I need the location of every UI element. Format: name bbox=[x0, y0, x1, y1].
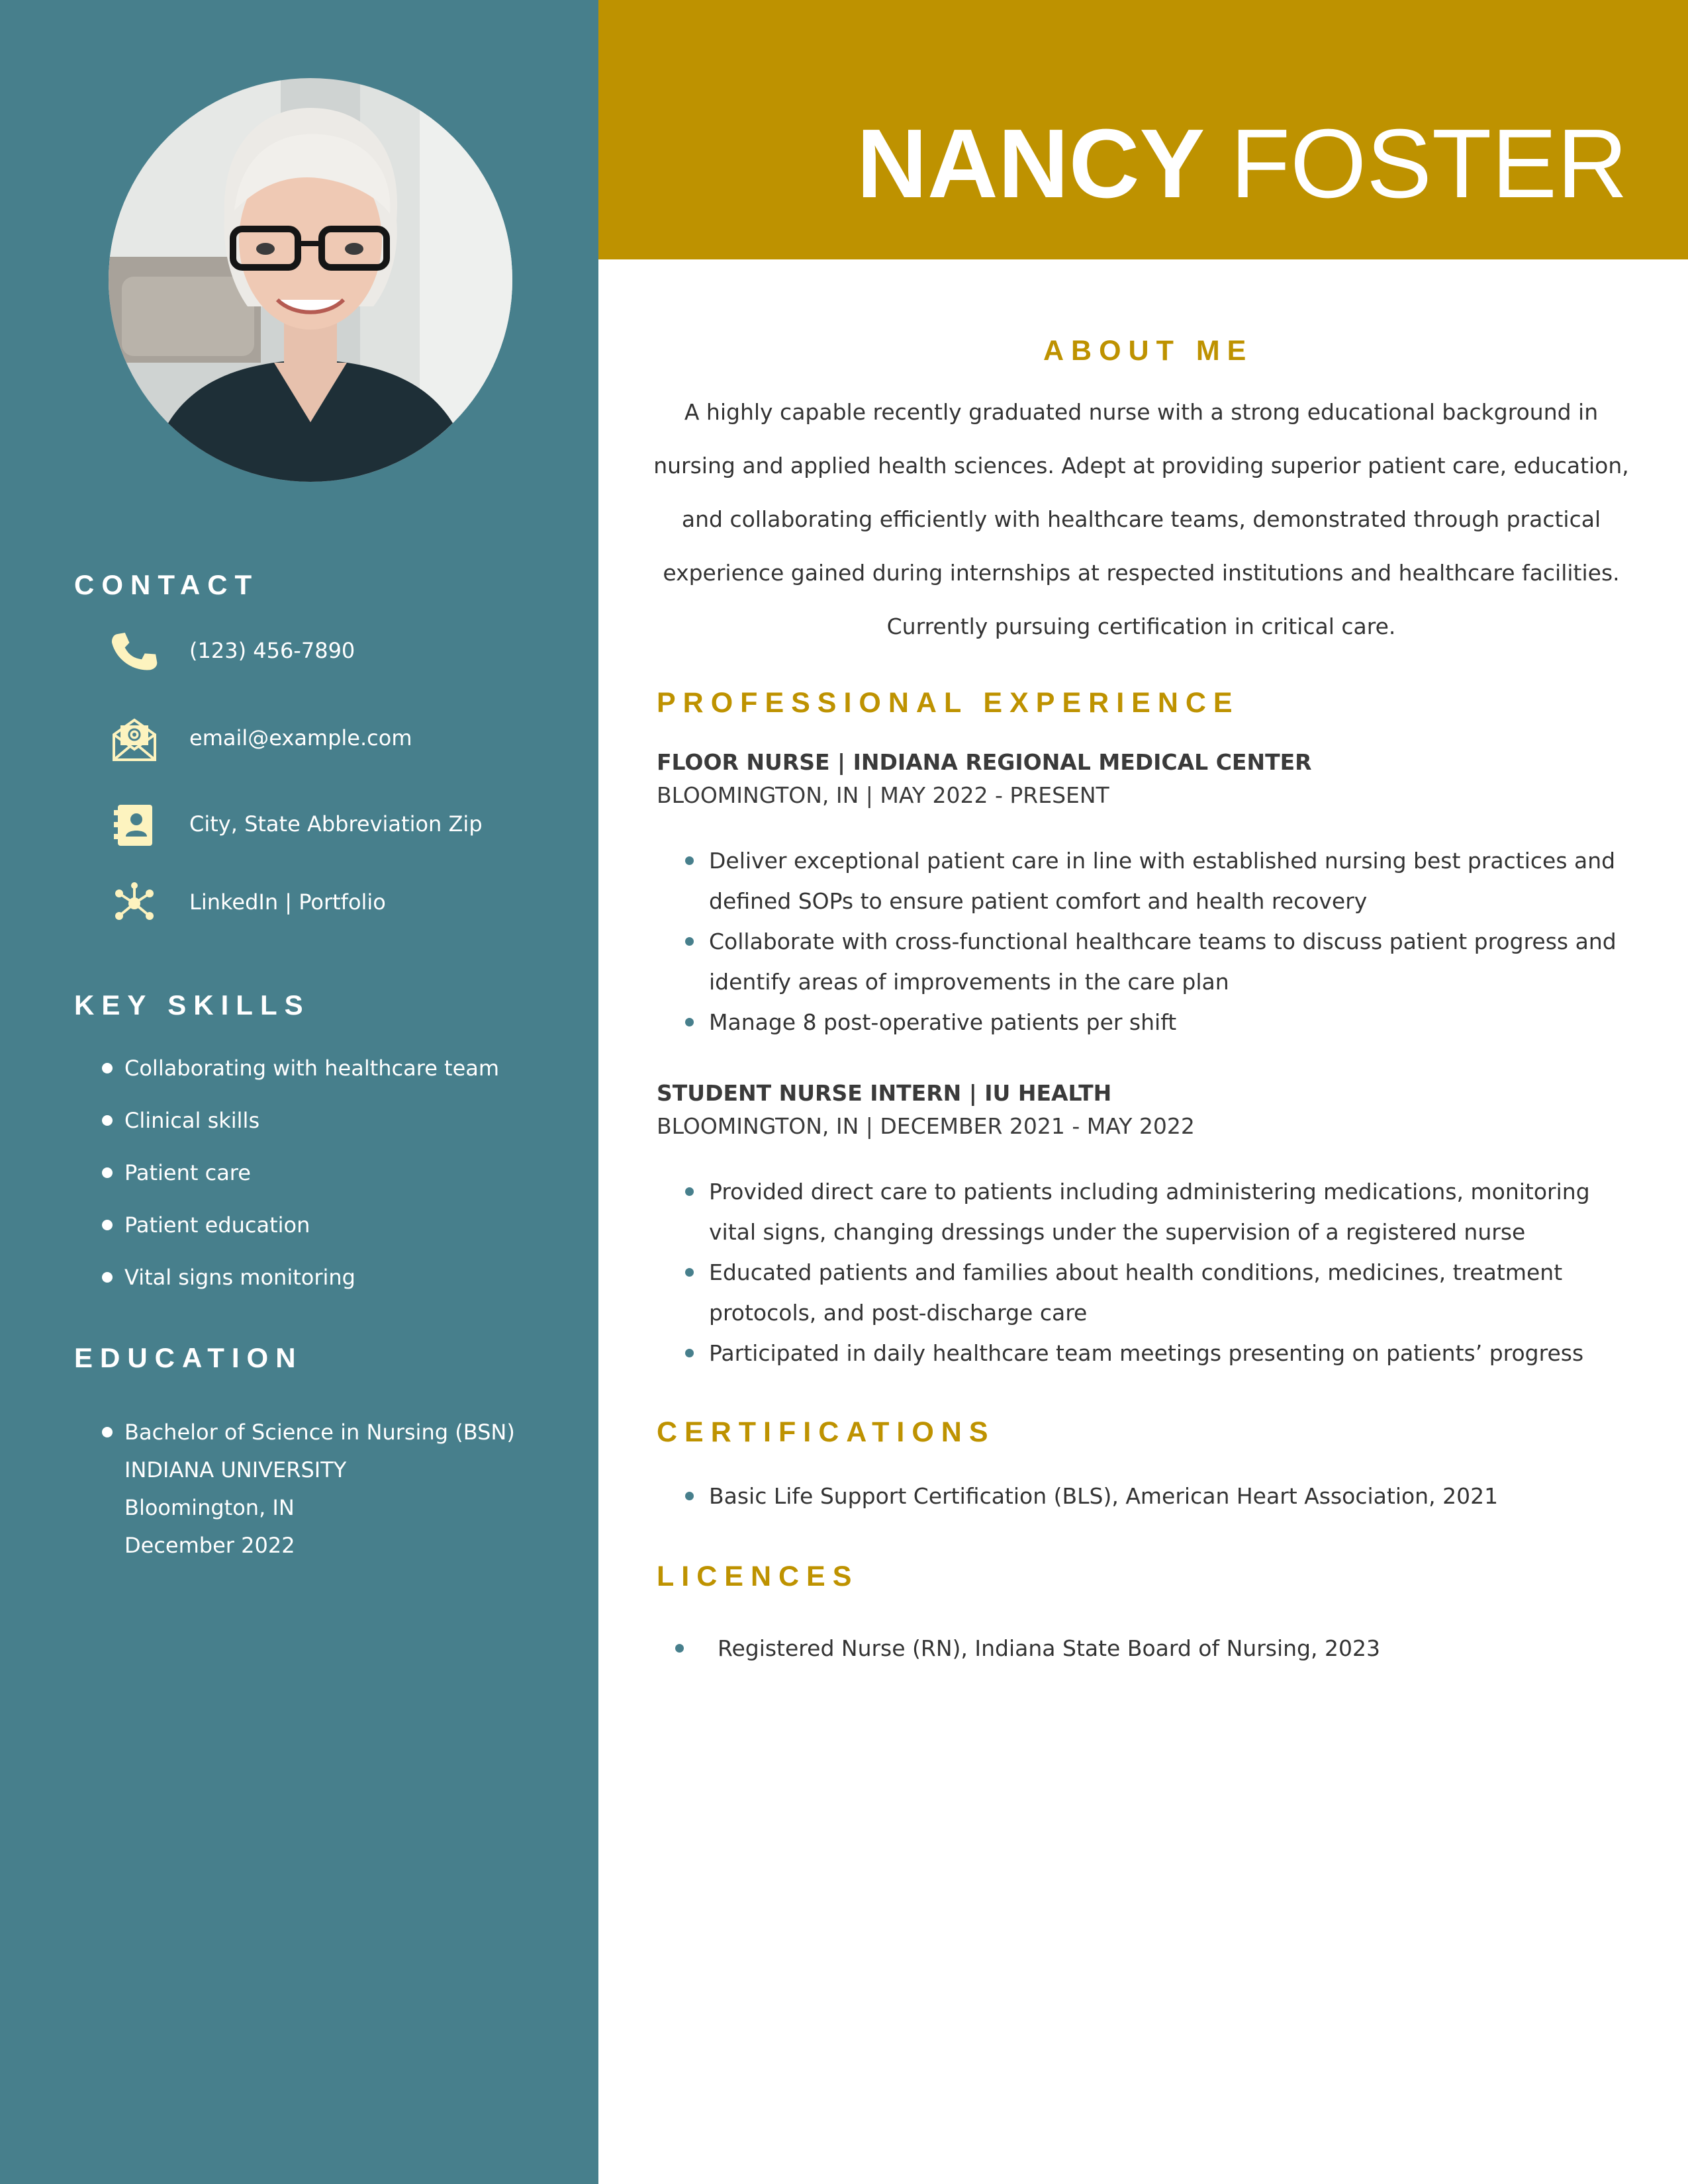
profile-photo-illustration bbox=[109, 78, 512, 482]
job-meta: BLOOMINGTON, IN | DECEMBER 2021 - MAY 2022 bbox=[657, 1113, 1195, 1139]
job-bullets bbox=[681, 1171, 1621, 1373]
certification-item: Basic Life Support Certification (BLS), American Heart Association, 2021 bbox=[681, 1476, 1621, 1516]
contact-email bbox=[111, 716, 575, 769]
job-bullet: Participated in daily healthcare team meetings presenting on patients’ progress bbox=[681, 1333, 1621, 1373]
contact-links bbox=[111, 880, 575, 933]
profile-photo bbox=[109, 78, 512, 482]
job-bullet: Manage 8 post-operative patients per shift bbox=[681, 1002, 1621, 1042]
job-bullet: Deliver exceptional patient care in line with established nursing best practices and defined SOPs to ensure patient comfort and health recovery bbox=[681, 841, 1621, 921]
links-text[interactable]: LinkedIn | Portfolio bbox=[189, 889, 386, 915]
contact-phone bbox=[111, 629, 575, 682]
address-card-icon bbox=[111, 802, 158, 848]
certifications-heading: CERTIFICATIONS bbox=[657, 1416, 996, 1448]
person-name bbox=[857, 111, 1628, 217]
contact-address bbox=[111, 802, 575, 855]
certifications-list bbox=[681, 1476, 1621, 1516]
education-entry bbox=[99, 1419, 589, 1559]
job-bullet: Collaborate with cross-functional healthcare teams to discuss patient progress and identify areas of improvements in the care plan bbox=[681, 921, 1621, 1002]
first-name: NANCY bbox=[857, 109, 1203, 218]
job-title: FLOOR NURSE | INDIANA REGIONAL MEDICAL CENTER bbox=[657, 749, 1312, 775]
skill-item: Clinical skills bbox=[99, 1107, 499, 1160]
experience-heading: PROFESSIONAL EXPERIENCE bbox=[657, 687, 1240, 719]
education-date: December 2022 bbox=[124, 1533, 295, 1558]
job-bullet: Educated patients and families about health conditions, medicines, treatment protocols, and post-discharge care bbox=[681, 1252, 1621, 1333]
email-icon bbox=[111, 716, 158, 762]
job-bullet: Provided direct care to patients including administering medications, monitoring vital signs, changing dressings under the supervision of a registered nurse bbox=[681, 1171, 1621, 1252]
key-skills-heading: KEY SKILLS bbox=[74, 989, 310, 1021]
skill-item: Patient care bbox=[99, 1160, 499, 1212]
last-name: FOSTER bbox=[1230, 109, 1628, 218]
job-bullets bbox=[681, 841, 1621, 1042]
skills-list bbox=[99, 1055, 499, 1316]
email-text[interactable]: email@example.com bbox=[189, 725, 412, 751]
address-text: City, State Abbreviation Zip bbox=[189, 811, 483, 837]
education-heading: EDUCATION bbox=[74, 1342, 303, 1373]
education-school: INDIANA UNIVERSITY bbox=[124, 1457, 347, 1482]
phone-icon bbox=[111, 629, 158, 675]
sidebar bbox=[0, 0, 598, 2184]
contact-heading: CONTACT bbox=[74, 569, 259, 600]
skill-item: Patient education bbox=[99, 1212, 499, 1264]
licences-list bbox=[671, 1628, 1611, 1668]
job-meta: BLOOMINGTON, IN | MAY 2022 - PRESENT bbox=[657, 782, 1109, 808]
about-heading: ABOUT ME bbox=[1043, 335, 1254, 367]
network-icon bbox=[111, 880, 158, 927]
skill-item: Collaborating with healthcare team bbox=[99, 1055, 499, 1107]
education-location: Bloomington, IN bbox=[124, 1495, 295, 1520]
name-banner bbox=[598, 0, 1688, 259]
job-title: STUDENT NURSE INTERN | IU HEALTH bbox=[657, 1080, 1112, 1106]
skill-item: Vital signs monitoring bbox=[99, 1264, 499, 1316]
licences-heading: LICENCES bbox=[657, 1561, 859, 1592]
about-text: A highly capable recently graduated nurse with a strong educational background in nursing and applied health sciences. Adept at providing superior patient care, education, and collaborating efficiently with healthcare teams, demonstrated through practical experience gained during internships at respected institutions and healthcare facilities. Currently pursuing certification in critical care. bbox=[653, 399, 1629, 639]
licence-item: Registered Nurse (RN), Indiana State Board of Nursing, 2023 bbox=[671, 1628, 1611, 1668]
education-degree: Bachelor of Science in Nursing (BSN) bbox=[99, 1419, 589, 1445]
phone-text[interactable]: (123) 456-7890 bbox=[189, 638, 355, 663]
